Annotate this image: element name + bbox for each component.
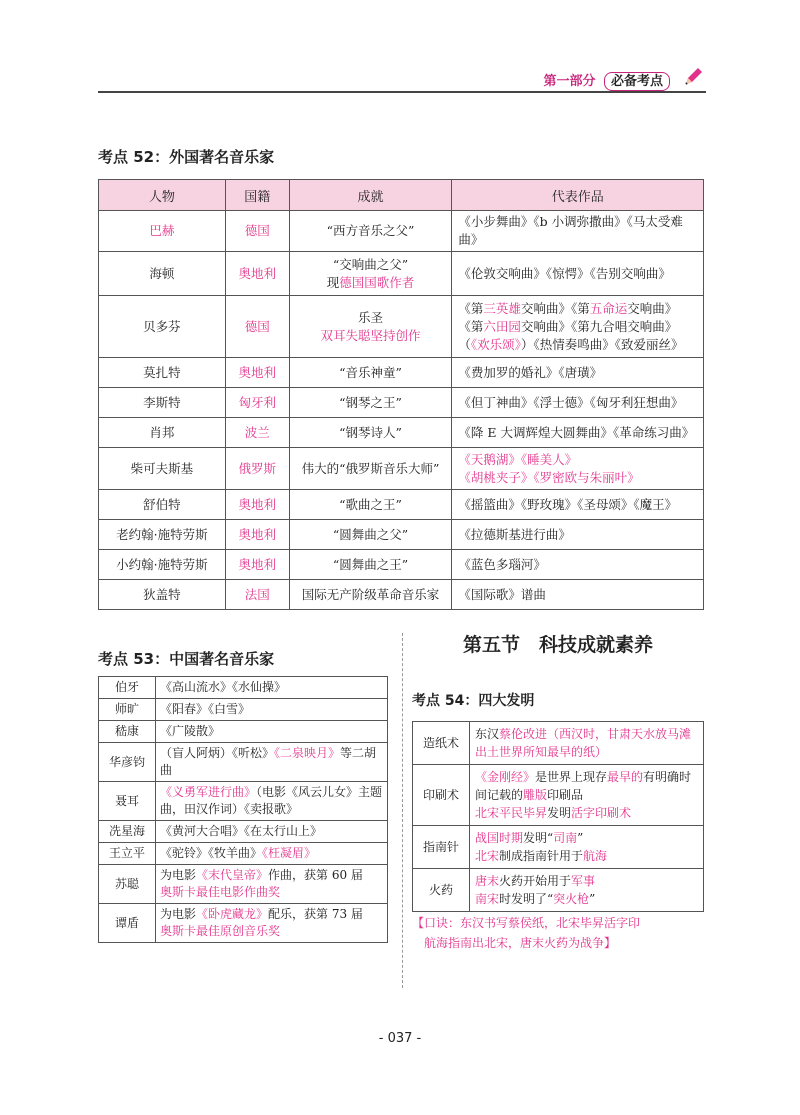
works: 《但丁神曲》《浮士德》《匈牙利狂想曲》 bbox=[452, 388, 704, 418]
table-row bbox=[99, 550, 704, 580]
table-row bbox=[99, 490, 704, 520]
highlight: 唐末 bbox=[475, 874, 500, 888]
works-line bbox=[458, 336, 699, 354]
table-row bbox=[99, 721, 388, 743]
works bbox=[452, 448, 704, 490]
person-name: 舒伯特 bbox=[99, 490, 226, 520]
text: 《第 bbox=[458, 300, 484, 316]
column-divider bbox=[402, 633, 403, 988]
four-inventions-table bbox=[412, 721, 704, 912]
works bbox=[156, 865, 388, 904]
person-name: 谭盾 bbox=[99, 904, 156, 943]
works bbox=[156, 904, 388, 943]
table-row bbox=[99, 782, 388, 821]
table-row bbox=[99, 699, 388, 721]
achievement bbox=[289, 252, 452, 296]
foreign-musicians-table bbox=[98, 179, 704, 610]
country: 匈牙利 bbox=[225, 388, 289, 418]
header-badge: 必备考点 bbox=[604, 72, 670, 91]
works bbox=[452, 296, 704, 358]
table-row bbox=[99, 580, 704, 610]
text: ” bbox=[577, 831, 584, 845]
table-row bbox=[99, 904, 388, 943]
pencil-icon bbox=[682, 66, 704, 88]
country: 奥地利 bbox=[225, 550, 289, 580]
text: 现 bbox=[326, 274, 340, 290]
description bbox=[470, 722, 704, 765]
achievement: “钢琴诗人” bbox=[289, 418, 452, 448]
achievement: “音乐神童” bbox=[289, 358, 452, 388]
highlight: 《枉凝眉》 bbox=[262, 846, 317, 860]
person-name: 巴赫 bbox=[99, 211, 226, 252]
works-line bbox=[458, 300, 699, 318]
achievement-line bbox=[294, 274, 448, 292]
achievement: “圆舞曲之父” bbox=[289, 520, 452, 550]
person-name: 华彦钧 bbox=[99, 743, 156, 782]
person-name: 王立平 bbox=[99, 843, 156, 865]
achievement: “歌曲之王” bbox=[289, 490, 452, 520]
highlight: 《二泉映月》 bbox=[274, 746, 341, 760]
country: 波兰 bbox=[225, 418, 289, 448]
text: 制成指南针用于 bbox=[499, 849, 584, 863]
country: 奥地利 bbox=[225, 490, 289, 520]
description bbox=[470, 869, 704, 912]
header-rule bbox=[98, 91, 706, 93]
section-53-title: 考点 53：中国著名音乐家 bbox=[98, 650, 275, 668]
works: 《伦敦交响曲》《惊愕》《告别交响曲》 bbox=[452, 252, 704, 296]
highlight: 《义勇军进行曲》 bbox=[160, 785, 257, 799]
highlight: 六田园 bbox=[483, 318, 521, 334]
country: 俄罗斯 bbox=[225, 448, 289, 490]
table-row bbox=[99, 418, 704, 448]
works: 《国际歌》谱曲 bbox=[452, 580, 704, 610]
text: 《驼铃》《牧羊曲》 bbox=[160, 846, 263, 860]
table-row bbox=[99, 677, 388, 699]
table-row bbox=[413, 869, 704, 912]
highlight: 北宋 bbox=[475, 849, 500, 863]
highlight: 奥斯卡最佳原创音乐奖 bbox=[160, 924, 281, 938]
table-row bbox=[99, 448, 704, 490]
col-header: 人物 bbox=[99, 180, 226, 211]
works: 《阳春》《白雪》 bbox=[156, 699, 388, 721]
col-header: 代表作品 bbox=[452, 180, 704, 211]
header-title bbox=[543, 70, 670, 89]
person-name: 海顿 bbox=[99, 252, 226, 296]
text: 印刷品 bbox=[547, 788, 584, 802]
highlight: 最早的 bbox=[607, 770, 644, 784]
works: 《广陵散》 bbox=[156, 721, 388, 743]
works: 《费加罗的婚礼》《唐璜》 bbox=[452, 358, 704, 388]
text: 交响曲》 bbox=[627, 300, 678, 316]
table-row bbox=[99, 865, 388, 904]
person-name: 狄盖特 bbox=[99, 580, 226, 610]
chinese-musicians-table bbox=[98, 676, 388, 943]
text: 火药开始用于 bbox=[499, 874, 572, 888]
highlight: 五命运 bbox=[589, 300, 628, 316]
text: 为电影 bbox=[160, 907, 197, 921]
text: 有明确时间记载的 bbox=[475, 770, 692, 802]
text: 作曲，获第 60 届 bbox=[268, 868, 363, 882]
text: 东汉 bbox=[475, 727, 500, 741]
description bbox=[470, 765, 704, 826]
person-name: 小约翰·施特劳斯 bbox=[99, 550, 226, 580]
highlight: 雕版 bbox=[523, 788, 548, 802]
works: 《摇篮曲》《野玫瑰》《圣母颂》《魔王》 bbox=[452, 490, 704, 520]
highlight: 南宋 bbox=[475, 892, 500, 906]
achievement-line: “交响曲之父” bbox=[332, 256, 409, 272]
description bbox=[470, 826, 704, 869]
highlight: 放马滩出土世界所知最早的纸） bbox=[475, 727, 692, 759]
country: 法国 bbox=[225, 580, 289, 610]
works: 《黄河大合唱》《在太行山上》 bbox=[156, 821, 388, 843]
highlight: 《卧虎藏龙》 bbox=[196, 907, 269, 921]
highlight: 奥斯卡最佳电影作曲奖 bbox=[160, 885, 281, 899]
mnemonic-line: 【口诀：东汉书写蔡侯纸，北宋毕昇活字印 bbox=[412, 916, 641, 930]
highlight: 《金刚经》 bbox=[475, 770, 536, 784]
text: 《第 bbox=[458, 318, 484, 334]
text: （盲人阿炳）《听松》 bbox=[160, 746, 275, 760]
works: 《小步舞曲》《b 小调弥撒曲》《马太受难曲》 bbox=[452, 211, 704, 252]
person-name: 师旷 bbox=[99, 699, 156, 721]
country: 德国 bbox=[225, 296, 289, 358]
text: 等二胡曲 bbox=[160, 746, 377, 777]
highlight: 活字印刷术 bbox=[571, 806, 632, 820]
person-name: 苏聪 bbox=[99, 865, 156, 904]
achievement: 伟大的“俄罗斯音乐大师” bbox=[289, 448, 452, 490]
achievement: 国际无产阶级革命音乐家 bbox=[289, 580, 452, 610]
person-name: 李斯特 bbox=[99, 388, 226, 418]
works bbox=[156, 743, 388, 782]
achievement: “圆舞曲之王” bbox=[289, 550, 452, 580]
text: 交响曲》《第九合唱交响曲》 bbox=[520, 318, 678, 334]
works-line bbox=[458, 318, 699, 336]
table-header-row bbox=[99, 180, 704, 211]
highlight: 蔡伦改进（西汉时，甘肃天水 bbox=[499, 727, 656, 741]
highlight: 三英雄 bbox=[483, 300, 521, 316]
person-name: 嵇康 bbox=[99, 721, 156, 743]
person-name: 伯牙 bbox=[99, 677, 156, 699]
works-line: 《天鹅湖》《睡美人》 bbox=[458, 451, 578, 467]
table-row bbox=[99, 296, 704, 358]
highlight: 《末代皇帝》 bbox=[196, 868, 269, 882]
achievement: “钢琴之王” bbox=[289, 388, 452, 418]
table-row bbox=[99, 520, 704, 550]
text: 时发明了“ bbox=[499, 892, 554, 906]
table-row bbox=[99, 388, 704, 418]
page-header bbox=[98, 62, 706, 92]
text: 发明“ bbox=[523, 831, 554, 845]
table-row bbox=[413, 722, 704, 765]
invention-name: 印刷术 bbox=[413, 765, 470, 826]
achievement bbox=[289, 296, 452, 358]
country: 奥地利 bbox=[225, 358, 289, 388]
highlight: 司南 bbox=[553, 831, 578, 845]
header-part: 第一部分 bbox=[543, 74, 596, 89]
works: 《拉德斯基进行曲》 bbox=[452, 520, 704, 550]
person-name: 聂耳 bbox=[99, 782, 156, 821]
text: 发明 bbox=[547, 806, 572, 820]
achievement-line: 乐圣 bbox=[358, 309, 384, 325]
achievement-line: 双耳失聪坚持创作 bbox=[320, 327, 421, 343]
table-row bbox=[99, 358, 704, 388]
highlight: 战国时期 bbox=[475, 831, 524, 845]
person-name: 莫扎特 bbox=[99, 358, 226, 388]
text: 交响曲》《第 bbox=[520, 300, 590, 316]
works: 《高山流水》《水仙操》 bbox=[156, 677, 388, 699]
table-row bbox=[99, 252, 704, 296]
works bbox=[156, 843, 388, 865]
text: 为电影 bbox=[160, 868, 197, 882]
section-52-title: 考点 52：外国著名音乐家 bbox=[98, 148, 275, 166]
person-name: 冼星海 bbox=[99, 821, 156, 843]
works-line: 《胡桃夹子》《罗密欧与朱丽叶》 bbox=[458, 469, 640, 485]
highlight: 突火枪 bbox=[553, 892, 590, 906]
text: （电影《风云儿女》主题曲，田汉作词）《卖报歌》 bbox=[160, 785, 383, 816]
works: 《降 E 大调辉煌大圆舞曲》《革命练习曲》 bbox=[452, 418, 704, 448]
col-header: 国籍 bbox=[225, 180, 289, 211]
highlight: 军事 bbox=[571, 874, 596, 888]
table-row bbox=[413, 826, 704, 869]
country: 奥地利 bbox=[225, 252, 289, 296]
table-row bbox=[99, 743, 388, 782]
table-row bbox=[99, 821, 388, 843]
text: 配乐，获第 73 届 bbox=[268, 907, 363, 921]
person-name: 贝多芬 bbox=[99, 296, 226, 358]
country: 奥地利 bbox=[225, 520, 289, 550]
table-row bbox=[99, 211, 704, 252]
col-header: 成就 bbox=[289, 180, 452, 211]
section-54-title: 考点 54：四大发明 bbox=[412, 693, 535, 709]
table-row bbox=[99, 843, 388, 865]
works bbox=[156, 782, 388, 821]
table-row bbox=[413, 765, 704, 826]
achievement: “西方音乐之父” bbox=[289, 211, 452, 252]
highlight: 航海 bbox=[583, 849, 608, 863]
country: 德国 bbox=[225, 211, 289, 252]
invention-name: 指南针 bbox=[413, 826, 470, 869]
text: 是世界上现存 bbox=[535, 770, 608, 784]
text: ” bbox=[589, 892, 596, 906]
invention-name: 造纸术 bbox=[413, 722, 470, 765]
person-name: 老约翰·施特劳斯 bbox=[99, 520, 226, 550]
mnemonic-line: 航海指南出北宋，唐末火药为战争】 bbox=[424, 936, 617, 950]
highlight: 北宋平民毕昇 bbox=[475, 806, 548, 820]
highlight: 德国国歌作者 bbox=[339, 274, 415, 290]
invention-name: 火药 bbox=[413, 869, 470, 912]
mnemonic bbox=[412, 913, 704, 953]
page-number: - 037 - bbox=[378, 1031, 422, 1046]
text: ）《热情奏鸣曲》《致爱丽丝》 bbox=[520, 336, 684, 352]
works: 《蓝色多瑙河》 bbox=[452, 550, 704, 580]
text: （ bbox=[458, 336, 471, 352]
person-name: 柴可夫斯基 bbox=[99, 448, 226, 490]
person-name: 肖邦 bbox=[99, 418, 226, 448]
highlight: 《欢乐颂》 bbox=[470, 336, 521, 352]
section-heading: 第五节 科技成就素养 bbox=[462, 634, 653, 656]
